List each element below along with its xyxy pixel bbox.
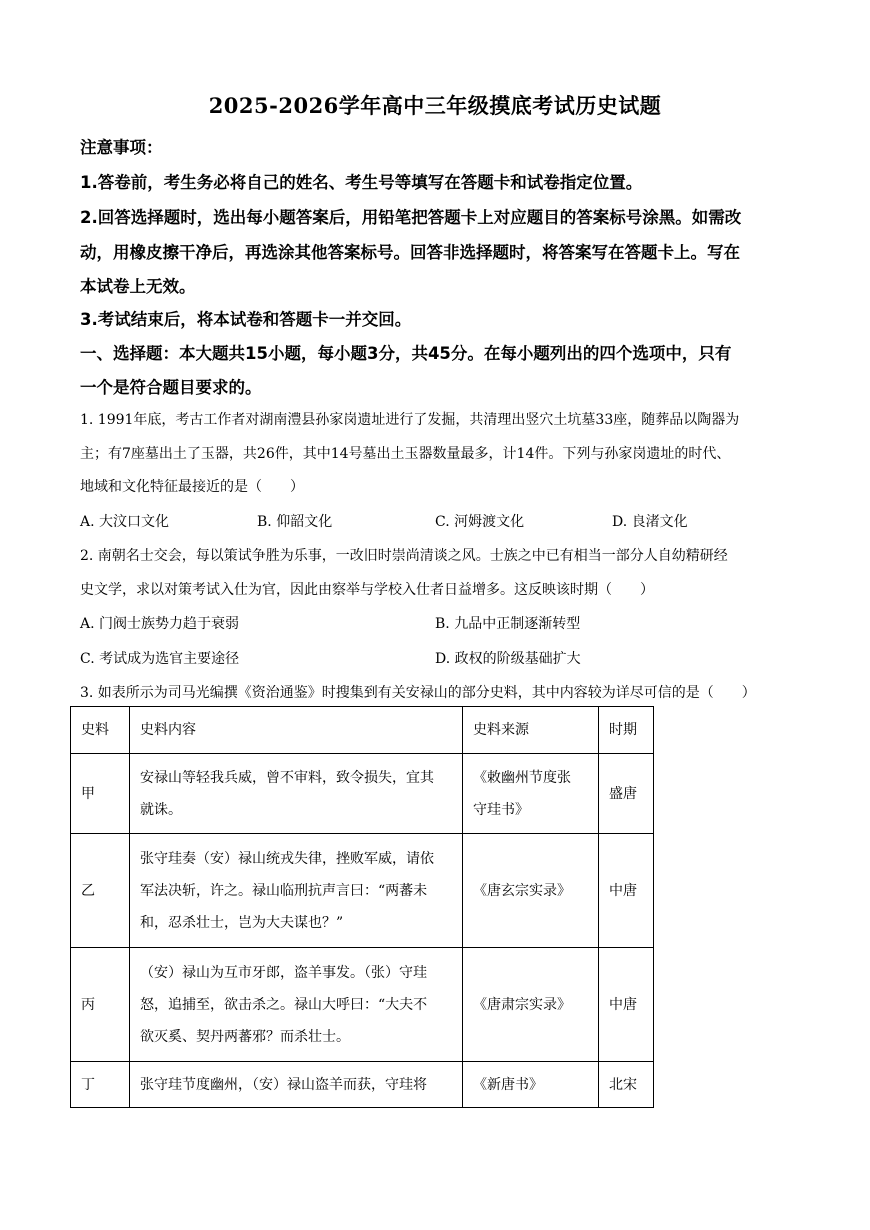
content-line: 张守珪奏（安）禄山统戎失律，挫败军威，请依 bbox=[140, 850, 434, 867]
row-source bbox=[463, 754, 599, 834]
content-line: 军法决斩，许之。禄山临刑抗声言曰：“两蕃未 bbox=[140, 882, 428, 899]
source-line: 《唐肃宗实录》 bbox=[473, 996, 571, 1013]
table-row bbox=[71, 948, 654, 1062]
row-label: 甲 bbox=[71, 754, 130, 834]
notice-item: 动，用橡皮擦干净后，再选涂其他答案标号。回答非选择题时，将答案写在答题卡上。写在 bbox=[80, 243, 740, 262]
question-2-option-d: D. 政权的阶级基础扩大 bbox=[435, 651, 581, 667]
question-2-text: 2. 南朝名士交会，每以策试争胜为乐事，一改旧时崇尚清谈之风。士族之中已有相当一部分人自幼精研经 bbox=[80, 548, 728, 564]
question-1-option-a: A. 大汶口文化 bbox=[80, 514, 170, 530]
page-title: 2025-2026学年高中三年级摸底考试历史试题 bbox=[208, 93, 662, 118]
question-3-text: 3. 如表所示为司马光编撰《资治通鉴》时搜集到有关安禄山的部分史料，其中内容较为详尽可信的是（ ） bbox=[80, 685, 756, 701]
question-1-option-c: C. 河姆渡文化 bbox=[435, 514, 525, 530]
question-1-text: 主；有7座墓出土了玉器，共26件，其中14号墓出土玉器数量最多，计14件。下列与孙家岗遗址的时代、 bbox=[80, 446, 731, 462]
section-heading: 一、选择题：本大题共15小题，每小题3分，共45分。在每小题列出的四个选项中，只有 bbox=[80, 344, 732, 363]
content-line: 怒，追捕至，欲击杀之。禄山大呼曰：“大夫不 bbox=[140, 996, 428, 1013]
question-1-option-b: B. 仰韶文化 bbox=[257, 514, 333, 530]
row-content bbox=[130, 948, 463, 1062]
row-content bbox=[130, 1062, 463, 1108]
content-line: 和，忍杀壮士，岂为大夫谋也？” bbox=[140, 914, 344, 931]
content-line: 欲灭奚、契丹两蕃邪？而杀壮士。 bbox=[140, 1028, 350, 1045]
row-period: 北宋 bbox=[599, 1062, 654, 1108]
table-header-cell: 时期 bbox=[599, 707, 654, 754]
question-2-option-a: A. 门阀士族势力趋于衰弱 bbox=[80, 616, 240, 632]
row-source bbox=[463, 948, 599, 1062]
notice-item: 2.回答选择题时，选出每小题答案后，用铅笔把答题卡上对应题目的答案标号涂黑。如需改 bbox=[80, 208, 742, 227]
table-row bbox=[71, 834, 654, 948]
row-period: 盛唐 bbox=[599, 754, 654, 834]
question-2-text: 史文学，求以对策考试入仕为官，因此由察举与学校入仕者日益增多。这反映该时期（ ） bbox=[80, 582, 654, 598]
row-label: 丙 bbox=[71, 948, 130, 1062]
question-1-text: 地域和文化特征最接近的是（ ） bbox=[80, 479, 304, 495]
row-source bbox=[463, 834, 599, 948]
row-label: 乙 bbox=[71, 834, 130, 948]
table-row bbox=[71, 754, 654, 834]
table-header-cell: 史料内容 bbox=[130, 707, 463, 754]
source-line: 《唐玄宗实录》 bbox=[473, 882, 571, 899]
table-row bbox=[71, 1062, 654, 1108]
notice-heading: 注意事项： bbox=[80, 138, 163, 157]
section-heading-cont: 一个是符合题目要求的。 bbox=[80, 378, 262, 397]
content-line: 安禄山等轻我兵威，曾不审料，致令损失，宜其 bbox=[140, 769, 434, 786]
content-line: 就诛。 bbox=[140, 801, 182, 818]
row-period: 中唐 bbox=[599, 948, 654, 1062]
table-header-cell: 史料 bbox=[71, 707, 130, 754]
table-header-cell: 史料来源 bbox=[463, 707, 599, 754]
row-content bbox=[130, 834, 463, 948]
content-line: 张守珪节度幽州，（安）禄山盗羊而获，守珪将 bbox=[140, 1076, 427, 1093]
row-label: 丁 bbox=[71, 1062, 130, 1108]
source-table bbox=[70, 706, 654, 1108]
row-period: 中唐 bbox=[599, 834, 654, 948]
row-content bbox=[130, 754, 463, 834]
question-1-option-d: D. 良渚文化 bbox=[612, 514, 688, 530]
source-line: 《敕幽州节度张 bbox=[473, 769, 571, 786]
question-2-option-c: C. 考试成为选官主要途径 bbox=[80, 651, 240, 667]
source-line: 《新唐书》 bbox=[473, 1076, 543, 1093]
content-line: （安）禄山为互市牙郎，盗羊事发。（张）守珪 bbox=[140, 964, 427, 981]
table-header-row bbox=[71, 707, 654, 754]
source-line: 守珪书》 bbox=[473, 801, 529, 818]
notice-item: 3.考试结束后，将本试卷和答题卡一并交回。 bbox=[80, 310, 412, 329]
notice-item: 1.答卷前，考生务必将自己的姓名、考生号等填写在答题卡和试卷指定位置。 bbox=[80, 173, 643, 192]
question-2-option-b: B. 九品中正制逐渐转型 bbox=[435, 616, 581, 632]
notice-item: 本试卷上无效。 bbox=[80, 277, 196, 296]
question-1-text: 1. 1991年底，考古工作者对湖南澧县孙家岗遗址进行了发掘，共清理出竖穴土坑墓33座，随葬品以陶器为 bbox=[80, 412, 740, 428]
row-source bbox=[463, 1062, 599, 1108]
